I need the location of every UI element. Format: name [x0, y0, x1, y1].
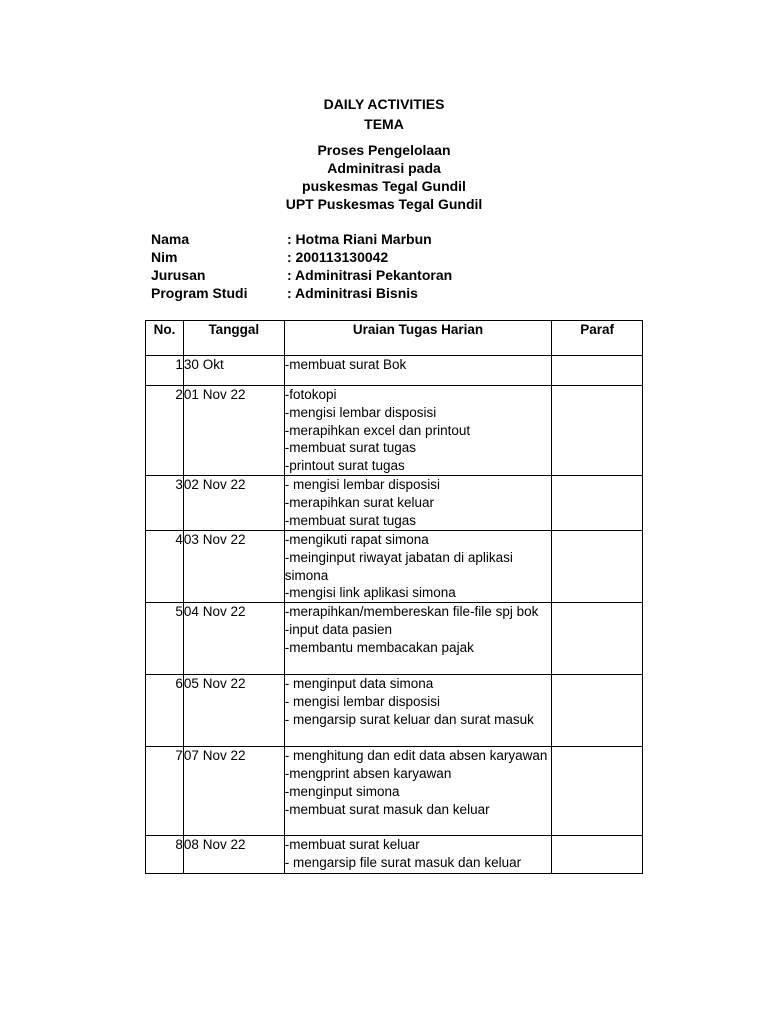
- row-paraf: [552, 747, 643, 836]
- task-item: - menginput data simona: [284, 676, 434, 692]
- student-info: [151, 230, 551, 302]
- row-number: 2: [146, 386, 184, 476]
- theme-line: Proses Pengelolaan: [317, 142, 451, 158]
- header-no: No.: [146, 321, 184, 356]
- row-date: 01 Nov 22: [183, 386, 284, 476]
- row-number: 5: [146, 603, 184, 675]
- task-item: -meinginput riwayat jabatan di aplikasi simona: [284, 549, 513, 583]
- info-row-program-studi: [151, 284, 551, 302]
- info-label: Nim: [151, 249, 178, 265]
- row-paraf: [552, 531, 643, 603]
- row-number: 4: [146, 531, 184, 603]
- row-date: 03 Nov 22: [183, 531, 284, 603]
- table-row: [146, 747, 643, 836]
- row-tasks: [284, 356, 552, 386]
- table-row: [146, 675, 643, 747]
- task-item: -membuat surat masuk dan keluar: [284, 801, 490, 817]
- row-number: 3: [146, 476, 184, 531]
- row-date: 02 Nov 22: [183, 476, 284, 531]
- row-paraf: [552, 386, 643, 476]
- row-tasks: [284, 531, 552, 603]
- info-row-nim: [151, 248, 551, 266]
- task-item: - mengisi lembar disposisi: [284, 693, 441, 709]
- row-date: 04 Nov 22: [183, 603, 284, 675]
- row-date: 08 Nov 22: [183, 836, 284, 874]
- header-paraf: Paraf: [552, 321, 643, 356]
- row-paraf: [552, 675, 643, 747]
- header-tanggal: Tanggal: [183, 321, 284, 356]
- theme-line: puskesmas Tegal Gundil: [302, 178, 466, 194]
- task-item: -menginput simona: [284, 783, 400, 799]
- task-item: -fotokopi: [284, 387, 337, 402]
- table-row: [146, 476, 643, 531]
- info-label: Jurusan: [151, 267, 206, 283]
- table-row: [146, 836, 643, 874]
- row-paraf: [552, 603, 643, 675]
- info-value: : Hotma Riani Marbun: [287, 231, 432, 247]
- table-row: [146, 356, 643, 386]
- table-header-row: [146, 321, 643, 356]
- row-paraf: [552, 836, 643, 874]
- info-row-nama: [151, 230, 551, 248]
- task-item: - mengisi lembar disposisi: [284, 477, 441, 492]
- row-number: 1: [146, 356, 184, 386]
- row-tasks: [284, 476, 552, 531]
- theme-block: [0, 141, 768, 213]
- info-row-jurusan: [151, 266, 551, 284]
- row-paraf: [552, 476, 643, 531]
- task-item: -mengprint absen karyawan: [284, 765, 452, 781]
- row-tasks: [284, 603, 552, 675]
- task-item: - mengarsip surat keluar dan surat masuk: [284, 711, 534, 727]
- row-date: 30 Okt: [183, 356, 284, 386]
- task-item: -merapihkan/membereskan file-file spj bok: [284, 604, 539, 620]
- row-tasks: [284, 747, 552, 836]
- task-item: -membuat surat Bok: [284, 357, 407, 372]
- task-item: -merapihkan surat keluar: [284, 494, 435, 510]
- task-item: -mengisi lembar disposisi: [284, 404, 437, 420]
- task-item: -membuat surat tugas: [284, 512, 417, 528]
- task-item: -membantu membacakan pajak: [284, 639, 474, 655]
- row-number: 7: [146, 747, 184, 836]
- row-tasks: [284, 836, 552, 874]
- theme-line: Adminitrasi pada: [327, 160, 441, 176]
- daily-activities-table: [145, 320, 643, 874]
- document-title-block: [0, 94, 768, 134]
- row-date: 07 Nov 22: [183, 747, 284, 836]
- task-item: -mengisi link aplikasi simona: [284, 585, 456, 601]
- info-label: Nama: [151, 231, 190, 247]
- row-date: 05 Nov 22: [183, 675, 284, 747]
- table-row: [146, 386, 643, 476]
- document-title: DAILY ACTIVITIES: [323, 96, 445, 112]
- task-item: -mengikuti rapat simona: [284, 532, 429, 547]
- task-item: -printout surat tugas: [284, 458, 405, 474]
- row-number: 8: [146, 836, 184, 874]
- row-tasks: [284, 675, 552, 747]
- table-row: [146, 603, 643, 675]
- info-value: : Adminitrasi Bisnis: [287, 285, 418, 301]
- theme-line: UPT Puskesmas Tegal Gundil: [285, 196, 483, 212]
- row-paraf: [552, 356, 643, 386]
- info-value: : 200113130042: [287, 249, 389, 265]
- table-row: [146, 531, 643, 603]
- task-item: - mengarsip file surat masuk dan keluar: [284, 854, 522, 870]
- info-value: : Adminitrasi Pekantoran: [287, 267, 453, 283]
- row-number: 6: [146, 675, 184, 747]
- task-item: - menghitung dan edit data absen karyawan: [284, 748, 548, 764]
- row-tasks: [284, 386, 552, 476]
- task-item: -membuat surat tugas: [284, 440, 417, 456]
- info-label: Program Studi: [151, 285, 248, 301]
- task-item: -merapihkan excel dan printout: [284, 422, 471, 438]
- task-item: -membuat surat keluar: [284, 837, 420, 853]
- task-item: -input data pasien: [284, 621, 393, 637]
- theme-label: TEMA: [364, 116, 404, 132]
- header-uraian: Uraian Tugas Harian: [284, 321, 552, 356]
